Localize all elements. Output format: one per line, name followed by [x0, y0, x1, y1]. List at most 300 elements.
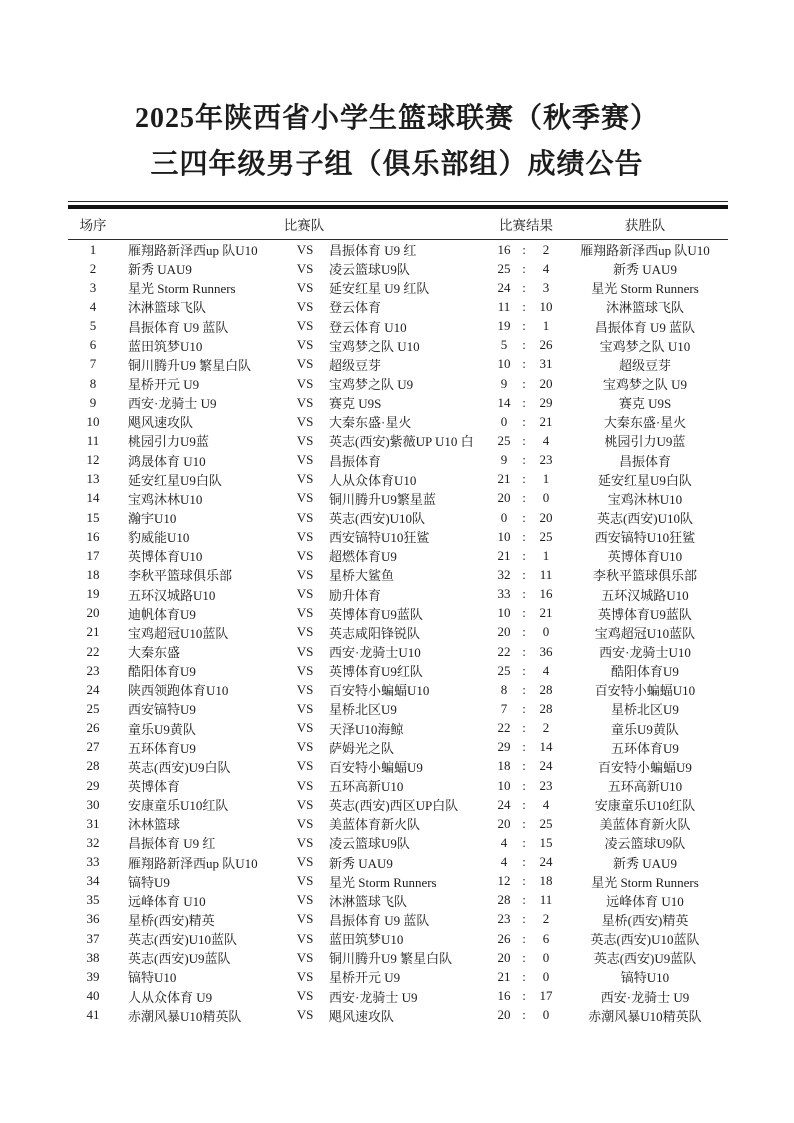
- score-colon: :: [522, 490, 526, 506]
- vs-label: VS: [296, 739, 314, 755]
- vs-label: VS: [296, 605, 314, 621]
- winner: 昌振体育: [618, 453, 671, 469]
- team2: 英志(西安)西区UP白队: [329, 798, 459, 814]
- table-row: [68, 967, 728, 986]
- header-result: 比赛结果: [499, 217, 553, 233]
- team2: 宝鸡梦之队 U10: [329, 338, 420, 354]
- score-colon: :: [522, 720, 526, 736]
- score1: 25: [497, 260, 511, 276]
- score1: 20: [497, 624, 511, 640]
- team1: 英博体育: [128, 779, 181, 794]
- score1: 20: [497, 1007, 511, 1023]
- vs-label: VS: [296, 241, 314, 257]
- match-number: 2: [89, 260, 97, 276]
- table-row: [68, 738, 728, 757]
- table-row: [68, 355, 728, 374]
- team2: 宝鸡梦之队 U9: [329, 377, 414, 393]
- vs-label: VS: [296, 796, 314, 812]
- score2: 11: [539, 566, 553, 582]
- score1: 10: [497, 528, 511, 544]
- score2: 31: [539, 356, 553, 372]
- match-number: 40: [86, 988, 100, 1004]
- team2: 英志咸阳锋锐队: [329, 625, 421, 641]
- score2: 2: [542, 911, 550, 927]
- table-row: [68, 527, 728, 546]
- table-row: [68, 699, 728, 718]
- score-colon: :: [522, 815, 526, 831]
- winner: 美蓝体育新火队: [599, 817, 691, 833]
- team2: 励升体育: [329, 587, 382, 603]
- team1: 西安镐特U9: [128, 702, 196, 718]
- match-number: 22: [86, 643, 100, 659]
- header-winner: 获胜队: [624, 217, 666, 233]
- score-colon: :: [522, 375, 526, 391]
- team2: 英博体育U9蓝队: [329, 606, 423, 622]
- team1: 大秦东盛: [128, 645, 181, 661]
- table-row: [68, 757, 728, 776]
- team2: 登云体育 U10: [329, 319, 407, 335]
- team1: 酷阳体育U9: [128, 664, 196, 680]
- score1: 32: [497, 566, 511, 582]
- score-colon: :: [522, 1007, 526, 1023]
- score2: 6: [542, 930, 550, 946]
- title-line-1: 2025年陕西省小学生篮球联赛（秋季赛）: [134, 103, 659, 134]
- match-number: 26: [86, 720, 100, 736]
- team2: 美蓝体育新火队: [329, 817, 421, 833]
- score1: 24: [497, 279, 511, 295]
- match-number: 21: [86, 624, 100, 640]
- score-colon: :: [522, 777, 526, 793]
- table-row: [68, 393, 728, 412]
- score2: 24: [539, 854, 553, 870]
- match-number: 23: [86, 662, 100, 678]
- score1: 4: [500, 834, 508, 850]
- score2: 2: [542, 241, 550, 257]
- winner: 酷阳体育U9: [611, 664, 679, 680]
- team1: 迪帆体育U9: [128, 606, 196, 622]
- team1: 雁翔路新泽西up 队U10: [128, 243, 258, 259]
- match-number: 16: [86, 528, 100, 544]
- score2: 1: [542, 318, 550, 334]
- table-row: [68, 259, 728, 278]
- match-number: 11: [86, 432, 100, 448]
- score-colon: :: [522, 566, 526, 582]
- vs-label: VS: [296, 700, 314, 716]
- vs-label: VS: [296, 260, 314, 276]
- winner: 星光 Storm Runners: [591, 281, 699, 297]
- vs-label: VS: [296, 298, 314, 314]
- score-colon: :: [522, 356, 526, 372]
- score2: 0: [542, 1007, 550, 1023]
- score-colon: :: [522, 432, 526, 448]
- score-colon: :: [522, 413, 526, 429]
- score1: 16: [497, 241, 511, 257]
- winner: 凌云篮球U9队: [604, 836, 686, 852]
- score-colon: :: [522, 854, 526, 870]
- match-number: 31: [86, 815, 100, 831]
- match-number: 8: [89, 375, 97, 391]
- score-colon: :: [522, 337, 526, 353]
- score-colon: :: [522, 873, 526, 889]
- match-number: 35: [86, 892, 100, 908]
- score-colon: :: [522, 739, 526, 755]
- score-colon: :: [522, 681, 526, 697]
- score2: 1: [542, 547, 550, 563]
- vs-label: VS: [296, 777, 314, 793]
- vs-label: VS: [296, 873, 314, 889]
- table-row: [68, 470, 728, 489]
- match-number: 17: [86, 547, 100, 563]
- score1: 26: [497, 930, 511, 946]
- score-colon: :: [522, 509, 526, 525]
- winner: 新秀 UAU9: [613, 262, 677, 278]
- winner: 宝鸡沐林U10: [607, 491, 683, 507]
- match-number: 28: [86, 758, 100, 774]
- team2: 延安红星 U9 红队: [329, 281, 430, 297]
- team2: 大秦东盛·星火: [329, 415, 412, 431]
- table-row: [68, 297, 728, 316]
- team2: 天泽U10海鲸: [329, 721, 404, 737]
- table-row: [68, 719, 728, 738]
- match-number: 33: [86, 854, 100, 870]
- table-row: [68, 814, 728, 833]
- table-row: [68, 546, 728, 565]
- team2: 铜川腾升U9繁星蓝: [329, 491, 436, 507]
- table-row: [68, 948, 728, 967]
- vs-label: VS: [296, 356, 314, 372]
- results-rows: [68, 240, 728, 1025]
- score-colon: :: [522, 930, 526, 946]
- score1: 20: [497, 949, 511, 965]
- score2: 3: [542, 279, 550, 295]
- score1: 24: [497, 796, 511, 812]
- team1: 桃园引力U9蓝: [128, 434, 209, 450]
- table-row: [68, 910, 728, 929]
- table-row: [68, 680, 728, 699]
- team2: 凌云篮球U9队: [329, 262, 410, 278]
- vs-label: VS: [296, 681, 314, 697]
- score2: 0: [542, 968, 550, 984]
- vs-label: VS: [296, 643, 314, 659]
- team1: 星光 Storm Runners: [128, 281, 236, 297]
- winner: 安康童乐U10红队: [594, 798, 696, 814]
- match-number: 25: [86, 700, 100, 716]
- vs-label: VS: [296, 968, 314, 984]
- document-title: [0, 96, 794, 188]
- score2: 24: [539, 758, 553, 774]
- table-header-row: [68, 209, 728, 238]
- results-table: [68, 201, 728, 1025]
- winner: 延安红星U9白队: [598, 472, 692, 488]
- score1: 7: [500, 700, 508, 716]
- match-number: 32: [86, 834, 100, 850]
- table-row: [68, 853, 728, 872]
- score-colon: :: [522, 758, 526, 774]
- team1: 赤潮风暴U10精英队: [128, 1008, 242, 1024]
- match-number: 30: [86, 796, 100, 812]
- team2: 星桥开元 U9: [329, 970, 401, 986]
- vs-label: VS: [296, 509, 314, 525]
- team1: 铜川腾升U9 繁星白队: [128, 357, 252, 373]
- score-colon: :: [522, 318, 526, 334]
- score2: 16: [539, 586, 553, 602]
- score-colon: :: [522, 624, 526, 640]
- score1: 28: [497, 892, 511, 908]
- vs-label: VS: [296, 834, 314, 850]
- table-row: [68, 278, 728, 297]
- score1: 20: [497, 815, 511, 831]
- table-row: [68, 776, 728, 795]
- team1: 童乐U9黄队: [128, 721, 196, 737]
- score-colon: :: [522, 643, 526, 659]
- vs-label: VS: [296, 854, 314, 870]
- team2: 英博体育U9红队: [329, 664, 423, 680]
- vs-label: VS: [296, 662, 314, 678]
- vs-label: VS: [296, 432, 314, 448]
- score-colon: :: [522, 298, 526, 314]
- score1: 0: [500, 413, 508, 429]
- vs-label: VS: [296, 624, 314, 640]
- table-row: [68, 412, 728, 431]
- score1: 25: [497, 432, 511, 448]
- table-row: [68, 623, 728, 642]
- vs-label: VS: [296, 1007, 314, 1023]
- team2: 英志(西安)紫薇UP U10 白: [329, 434, 474, 450]
- score-colon: :: [522, 528, 526, 544]
- table-row: [68, 240, 728, 259]
- vs-label: VS: [296, 566, 314, 582]
- match-number: 34: [86, 873, 100, 889]
- score1: 9: [500, 375, 508, 391]
- table-row: [68, 642, 728, 661]
- team2: 五环高新U10: [329, 779, 404, 794]
- table-row: [68, 872, 728, 891]
- winner: 宝鸡超冠U10蓝队: [594, 625, 696, 641]
- score1: 4: [500, 854, 508, 870]
- team1: 雁翔路新泽西up 队U10: [128, 855, 258, 871]
- score1: 10: [497, 356, 511, 372]
- winner: 英志(西安)U10蓝队: [590, 932, 700, 948]
- score2: 20: [539, 509, 553, 525]
- score1: 0: [500, 509, 508, 525]
- score2: 28: [539, 681, 553, 697]
- match-number: 6: [89, 337, 97, 353]
- score2: 4: [542, 260, 550, 276]
- winner: 赛克 U9S: [618, 396, 672, 412]
- score-colon: :: [522, 911, 526, 927]
- team2: 昌振体育 U9 红: [329, 243, 417, 259]
- vs-label: VS: [296, 394, 314, 410]
- team1: 远峰体育 U10: [128, 893, 206, 909]
- table-row: [68, 929, 728, 948]
- score1: 22: [497, 643, 511, 659]
- team1: 沐淋篮球飞队: [128, 300, 207, 316]
- vs-label: VS: [296, 471, 314, 487]
- score2: 14: [539, 739, 553, 755]
- team2: 蓝田筑梦U10: [329, 932, 404, 948]
- score-colon: :: [522, 394, 526, 410]
- table-row: [68, 489, 728, 508]
- score-colon: :: [522, 700, 526, 716]
- score2: 0: [542, 949, 550, 965]
- score1: 23: [497, 911, 511, 927]
- score-colon: :: [522, 586, 526, 602]
- score2: 17: [539, 988, 553, 1004]
- match-number: 19: [86, 586, 100, 602]
- team2: 超级豆芽: [329, 357, 382, 373]
- score1: 21: [497, 471, 511, 487]
- winner: 雁翔路新泽西up 队U10: [580, 243, 710, 259]
- score-colon: :: [522, 662, 526, 678]
- score1: 11: [497, 298, 511, 314]
- table-row: [68, 336, 728, 355]
- winner: 大秦东盛·星火: [603, 415, 687, 431]
- score2: 29: [539, 394, 553, 410]
- title-line-2: 三四年级男子组（俱乐部组）成绩公告: [150, 149, 644, 180]
- score2: 21: [539, 413, 553, 429]
- score1: 25: [497, 662, 511, 678]
- match-number: 29: [86, 777, 100, 793]
- vs-label: VS: [296, 911, 314, 927]
- team2: 新秀 UAU9: [329, 855, 393, 871]
- score-colon: :: [522, 988, 526, 1004]
- score-colon: :: [522, 605, 526, 621]
- vs-label: VS: [296, 337, 314, 353]
- team2: 人从众体育U10: [329, 472, 417, 488]
- table-row: [68, 891, 728, 910]
- team1: 宝鸡沐林U10: [128, 491, 203, 507]
- score1: 10: [497, 777, 511, 793]
- score-colon: :: [522, 796, 526, 812]
- score2: 1: [542, 471, 550, 487]
- team2: 星桥大鲨鱼: [329, 568, 395, 584]
- vs-label: VS: [296, 375, 314, 391]
- winner: 昌振体育 U9 蓝队: [594, 319, 696, 335]
- vs-label: VS: [296, 318, 314, 334]
- match-number: 38: [86, 949, 100, 965]
- team1: 新秀 UAU9: [128, 262, 192, 278]
- score-colon: :: [522, 892, 526, 908]
- team2: 萨姆光之队: [329, 740, 395, 756]
- score2: 0: [542, 490, 550, 506]
- team2: 星光 Storm Runners: [329, 874, 437, 890]
- score1: 21: [497, 547, 511, 563]
- score2: 15: [539, 834, 553, 850]
- match-number: 27: [86, 739, 100, 755]
- winner: 星桥北区U9: [611, 702, 679, 718]
- vs-label: VS: [296, 279, 314, 295]
- winner: 英博体育U10: [607, 549, 683, 565]
- score2: 0: [542, 624, 550, 640]
- score2: 4: [542, 796, 550, 812]
- match-number: 5: [89, 318, 97, 334]
- team2: 飓风速攻队: [329, 1008, 395, 1024]
- team2: 登云体育: [329, 300, 382, 316]
- winner: 五环汉城路U10: [601, 587, 689, 603]
- vs-label: VS: [296, 930, 314, 946]
- match-number: 1: [89, 241, 97, 257]
- winner: 李秋平篮球俱乐部: [592, 568, 697, 584]
- table-row: [68, 661, 728, 680]
- winner: 英志(西安)U9蓝队: [593, 951, 697, 967]
- score1: 14: [497, 394, 511, 410]
- score2: 4: [542, 432, 550, 448]
- team2: 百安特小蝙蝠U10: [329, 683, 430, 699]
- team2: 赛克 U9S: [329, 396, 382, 412]
- winner: 百安特小蝙蝠U9: [598, 759, 692, 775]
- team2: 昌振体育: [329, 453, 382, 469]
- team1: 星桥(西安)精英: [128, 912, 215, 928]
- table-row: [68, 508, 728, 527]
- team2: 星桥北区U9: [329, 702, 397, 718]
- vs-label: VS: [296, 815, 314, 831]
- table-row: [68, 1006, 728, 1025]
- match-number: 9: [89, 394, 97, 410]
- team1: 人从众体育 U9: [128, 989, 213, 1005]
- table-row: [68, 565, 728, 584]
- score-colon: :: [522, 241, 526, 257]
- team1: 星桥开元 U9: [128, 377, 200, 393]
- score-colon: :: [522, 452, 526, 468]
- match-number: 14: [86, 490, 100, 506]
- winner: 宝鸡梦之队 U10: [599, 338, 691, 354]
- score1: 8: [500, 681, 508, 697]
- vs-label: VS: [296, 452, 314, 468]
- winner: 童乐U9黄队: [611, 721, 679, 737]
- team2: 百安特小蝙蝠U9: [329, 759, 423, 775]
- score1: 22: [497, 720, 511, 736]
- match-number: 13: [86, 471, 100, 487]
- match-number: 41: [86, 1007, 100, 1023]
- team1: 英志(西安)U10蓝队: [128, 932, 238, 948]
- team1: 安康童乐U10红队: [128, 798, 229, 814]
- winner: 远峰体育 U10: [606, 893, 684, 909]
- team1: 西安·龙骑士 U9: [128, 396, 217, 412]
- match-number: 4: [89, 298, 97, 314]
- winner: 沐淋篮球飞队: [605, 300, 684, 316]
- match-number: 20: [86, 605, 100, 621]
- team1: 昌振体育 U9 蓝队: [128, 319, 229, 335]
- vs-label: VS: [296, 586, 314, 602]
- vs-label: VS: [296, 413, 314, 429]
- winner: 星光 Storm Runners: [591, 874, 699, 890]
- vs-label: VS: [296, 528, 314, 544]
- score2: 21: [539, 605, 553, 621]
- score1: 19: [497, 318, 511, 334]
- score-colon: :: [522, 471, 526, 487]
- score2: 4: [542, 662, 550, 678]
- score2: 25: [539, 815, 553, 831]
- winner: 五环体育U9: [611, 740, 679, 756]
- match-number: 39: [86, 968, 100, 984]
- score-colon: :: [522, 834, 526, 850]
- score-colon: :: [522, 949, 526, 965]
- winner: 西安镐特U10狂鲨: [594, 530, 696, 546]
- table-row: [68, 431, 728, 450]
- team2: 西安镐特U10狂鲨: [329, 530, 430, 546]
- team2: 凌云篮球U9队: [329, 836, 410, 852]
- score2: 2: [542, 720, 550, 736]
- match-number: 12: [86, 452, 100, 468]
- header-teams: 比赛队: [283, 217, 325, 233]
- score-colon: :: [522, 968, 526, 984]
- team1: 蓝田筑梦U10: [128, 338, 203, 354]
- vs-label: VS: [296, 949, 314, 965]
- match-number: 15: [86, 509, 100, 525]
- score2: 10: [539, 298, 553, 314]
- vs-label: VS: [296, 720, 314, 736]
- score1: 21: [497, 968, 511, 984]
